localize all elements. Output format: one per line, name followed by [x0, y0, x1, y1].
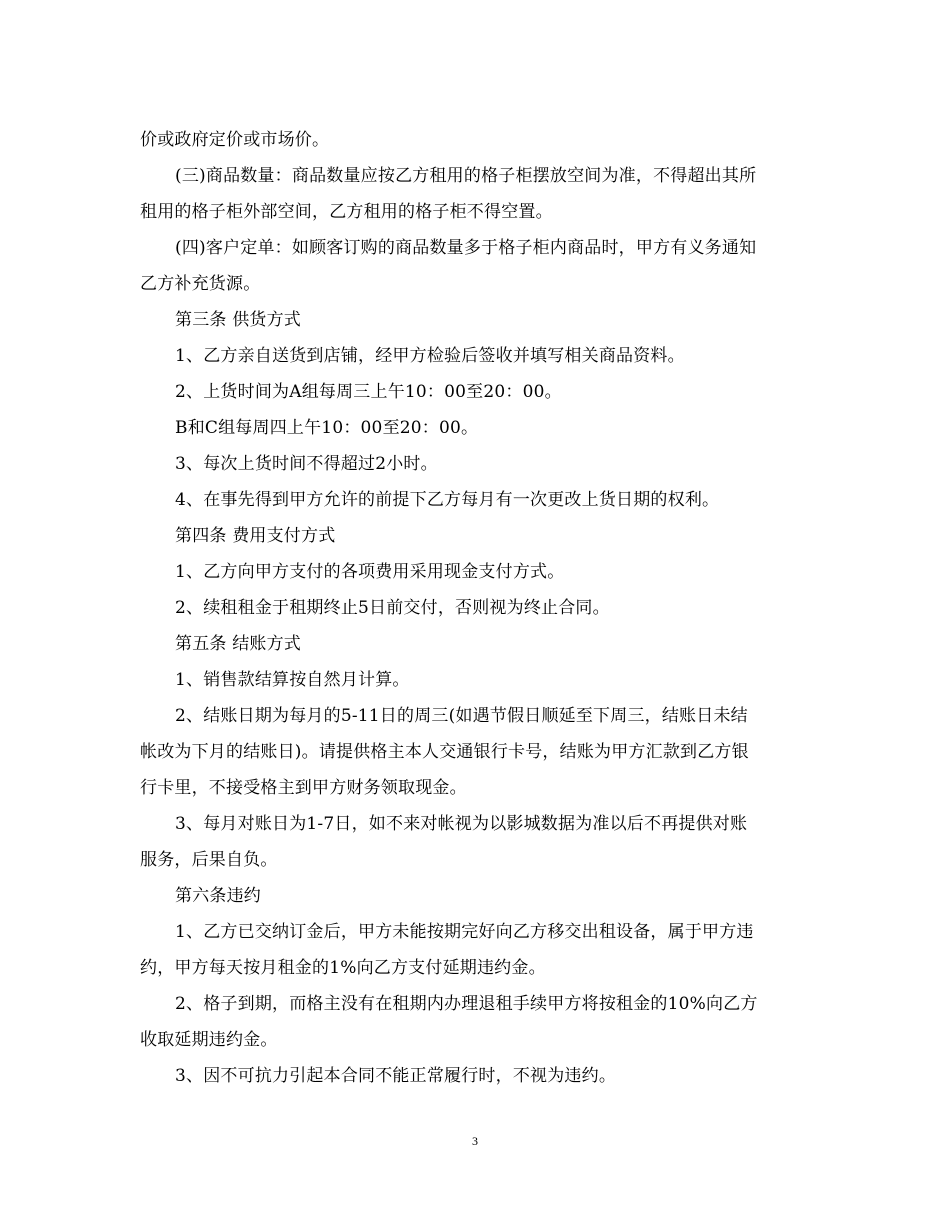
text-line: 1、乙方已交纳订金后，甲方未能按期完好向乙方移交出租设备，属于甲方违 — [175, 922, 754, 942]
section-heading: 第六条违约 — [175, 886, 261, 906]
text-line: 价或政府定价或市场价。 — [140, 130, 330, 150]
text-line: 约，甲方每天按月租金的1%向乙方支付延期违约金。 — [140, 958, 546, 978]
text-line: 收取延期违约金。 — [140, 1030, 278, 1050]
text-line: (四)客户定单：如顾客订购的商品数量多于格子柜内商品时，甲方有义务通知 — [175, 238, 757, 258]
text-line: 服务，后果自负。 — [140, 850, 278, 870]
document-body — [140, 122, 820, 1094]
text-line: 2、上货时间为A组每周三上午10：00至20：00。 — [175, 382, 562, 402]
text-line: B和C组每周四上午10：00至20：00。 — [175, 418, 479, 438]
page-number: 3 — [472, 1134, 478, 1148]
text-line: 1、乙方向甲方支付的各项费用采用现金支付方式。 — [175, 562, 565, 582]
text-line: 3、每月对账日为1-7日，如不来对帐视为以影城数据为准以后不再提供对账 — [175, 814, 748, 834]
text-line: 2、格子到期，而格主没有在租期内办理退租手续甲方将按租金的10%向乙方 — [175, 994, 758, 1014]
section-heading: 第五条 结账方式 — [175, 634, 302, 654]
text-line: 1、乙方亲自送货到店铺，经甲方检验后签收并填写相关商品资料。 — [175, 346, 685, 366]
text-line: 4、在事先得到甲方允许的前提下乙方每月有一次更改上货日期的权利。 — [175, 490, 720, 510]
text-line: (三)商品数量：商品数量应按乙方租用的格子柜摆放空间为准，不得超出其所 — [175, 166, 757, 186]
section-heading: 第三条 供货方式 — [175, 310, 302, 330]
text-line: 乙方补充货源。 — [140, 274, 261, 294]
text-line: 3、每次上货时间不得超过2小时。 — [175, 454, 438, 474]
text-line: 2、结账日期为每月的5-11日的周三(如遇节假日顺延至下周三，结账日未结 — [175, 706, 748, 726]
text-line: 2、续租租金于租期终止5日前交付，否则视为终止合同。 — [175, 598, 610, 618]
text-line: 租用的格子柜外部空间，乙方租用的格子柜不得空置。 — [140, 202, 553, 222]
section-heading: 第四条 费用支付方式 — [175, 526, 336, 546]
text-line: 1、销售款结算按自然月计算。 — [175, 670, 410, 690]
text-line: 行卡里，不接受格主到甲方财务领取现金。 — [140, 778, 467, 798]
text-line: 帐改为下月的结账日)。请提供格主本人交通银行卡号，结账为甲方汇款到乙方银 — [140, 742, 749, 762]
text-line: 3、因不可抗力引起本合同不能正常履行时，不视为违约。 — [175, 1066, 617, 1086]
